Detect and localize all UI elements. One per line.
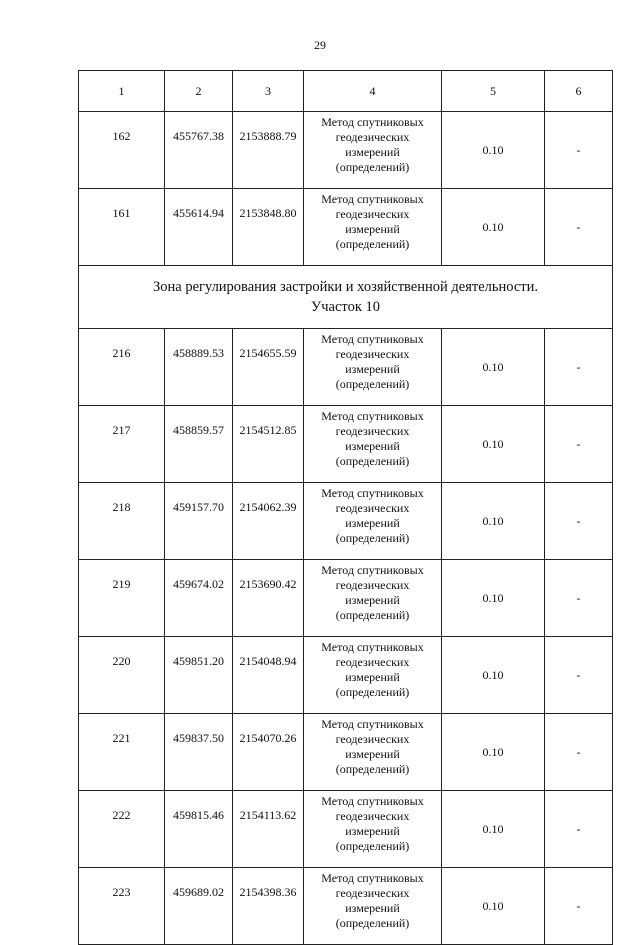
section-title [79,266,613,329]
note-cell: - [545,637,613,714]
method-text-line: Метод спутниковых [321,563,424,577]
method-text-line: измерений [345,516,400,530]
method-text-line: геодезических [335,207,410,221]
note-cell: - [545,483,613,560]
x-coordinate-cell: 459815.46 [165,791,233,868]
point-number-cell: 223 [79,868,165,945]
table-row [79,868,613,945]
accuracy-cell: 0.10 [442,406,545,483]
method-cell [304,483,442,560]
method-cell [304,406,442,483]
method-text-line: Метод спутниковых [321,115,424,129]
y-coordinate-cell: 2154113.62 [233,791,304,868]
x-coordinate-cell: 455614.94 [165,189,233,266]
accuracy-cell: 0.10 [442,560,545,637]
point-number-cell: 221 [79,714,165,791]
table-row [79,189,613,266]
method-text-line: Метод спутниковых [321,794,424,808]
method-text-line: (определений) [335,762,410,776]
method-cell [304,329,442,406]
x-coordinate-cell: 459674.02 [165,560,233,637]
method-text-line: измерений [345,747,400,761]
y-coordinate-cell: 2154062.39 [233,483,304,560]
table-row [79,637,613,714]
note-cell: - [545,329,613,406]
method-text-line: геодезических [335,130,410,144]
column-header: 1 [79,71,165,112]
method-text-line: (определений) [335,160,410,174]
method-text-line: Метод спутниковых [321,640,424,654]
x-coordinate-cell: 459689.02 [165,868,233,945]
section-header-row [79,266,613,329]
note-cell: - [545,189,613,266]
table-row [79,329,613,406]
y-coordinate-cell: 2154048.94 [233,637,304,714]
method-text-line: (определений) [335,608,410,622]
method-text-line: Метод спутниковых [321,486,424,500]
method-text-line: (определений) [335,237,410,251]
point-number-cell: 220 [79,637,165,714]
accuracy-cell: 0.10 [442,189,545,266]
accuracy-cell: 0.10 [442,329,545,406]
y-coordinate-cell: 2154512.85 [233,406,304,483]
point-number-cell: 222 [79,791,165,868]
accuracy-cell: 0.10 [442,791,545,868]
section-title-line: Участок 10 [311,299,380,315]
y-coordinate-cell: 2153888.79 [233,112,304,189]
note-cell: - [545,868,613,945]
method-text-line: измерений [345,145,400,159]
x-coordinate-cell: 459157.70 [165,483,233,560]
y-coordinate-cell: 2154070.26 [233,714,304,791]
method-text-line: (определений) [335,454,410,468]
method-cell [304,189,442,266]
point-number-cell: 162 [79,112,165,189]
coordinates-table [78,70,613,945]
column-header: 2 [165,71,233,112]
table-row [79,112,613,189]
note-cell: - [545,560,613,637]
table-row [79,483,613,560]
method-text-line: (определений) [335,531,410,545]
method-text-line: измерений [345,670,400,684]
accuracy-cell: 0.10 [442,637,545,714]
method-text-line: (определений) [335,916,410,930]
method-cell [304,560,442,637]
point-number-cell: 217 [79,406,165,483]
method-cell [304,112,442,189]
accuracy-cell: 0.10 [442,483,545,560]
section-title-line: Зона регулирования застройки и хозяйственной деятельности. [152,279,539,295]
method-text-line: измерений [345,222,400,236]
point-number-cell: 219 [79,560,165,637]
method-text-line: геодезических [335,578,410,592]
method-text-line: геодезических [335,655,410,669]
method-text-line: Метод спутниковых [321,717,424,731]
point-number-cell: 161 [79,189,165,266]
method-text-line: (определений) [335,839,410,853]
note-cell: - [545,112,613,189]
method-text-line: геодезических [335,732,410,746]
method-text-line: геодезических [335,347,410,361]
x-coordinate-cell: 459851.20 [165,637,233,714]
y-coordinate-cell: 2154398.36 [233,868,304,945]
accuracy-cell: 0.10 [442,714,545,791]
x-coordinate-cell: 458859.57 [165,406,233,483]
method-text-line: Метод спутниковых [321,192,424,206]
y-coordinate-cell: 2153848.80 [233,189,304,266]
method-cell [304,868,442,945]
y-coordinate-cell: 2153690.42 [233,560,304,637]
method-text-line: измерений [345,439,400,453]
coordinates-table-body [79,71,613,945]
method-text-line: измерений [345,824,400,838]
method-text-line: измерений [345,362,400,376]
accuracy-cell: 0.10 [442,868,545,945]
point-number-cell: 218 [79,483,165,560]
method-text-line: измерений [345,593,400,607]
column-header: 6 [545,71,613,112]
note-cell: - [545,791,613,868]
method-text-line: измерений [345,901,400,915]
method-cell [304,637,442,714]
y-coordinate-cell: 2154655.59 [233,329,304,406]
method-text-line: (определений) [335,685,410,699]
accuracy-cell: 0.10 [442,112,545,189]
table-header-row [79,71,613,112]
method-text-line: геодезических [335,424,410,438]
page-number: 29 [314,38,326,52]
note-cell: - [545,714,613,791]
method-text-line: геодезических [335,886,410,900]
method-text-line: (определений) [335,377,410,391]
method-text-line: Метод спутниковых [321,409,424,423]
method-text-line: геодезических [335,809,410,823]
column-header: 4 [304,71,442,112]
method-cell [304,714,442,791]
method-text-line: геодезических [335,501,410,515]
column-header: 3 [233,71,304,112]
method-cell [304,791,442,868]
column-header: 5 [442,71,545,112]
note-cell: - [545,406,613,483]
x-coordinate-cell: 459837.50 [165,714,233,791]
table-row [79,791,613,868]
method-text-line: Метод спутниковых [321,871,424,885]
x-coordinate-cell: 455767.38 [165,112,233,189]
table-row [79,406,613,483]
method-text-line: Метод спутниковых [321,332,424,346]
point-number-cell: 216 [79,329,165,406]
table-row [79,714,613,791]
x-coordinate-cell: 458889.53 [165,329,233,406]
table-row [79,560,613,637]
